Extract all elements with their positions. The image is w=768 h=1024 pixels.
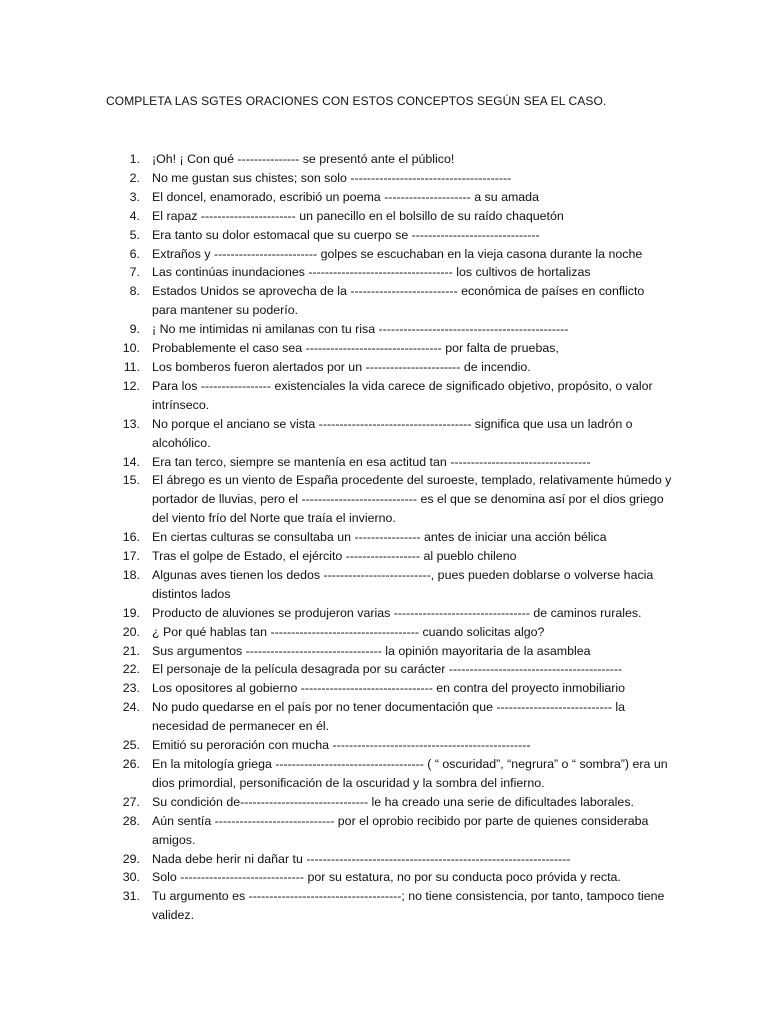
item-sentence: En la mitología griega ------------------------------------ ( “ oscuridad”, “negrura” o “ sombra”) era un dios primordial, personificación de la oscuridad y la sombra del infierno. xyxy=(152,757,668,790)
exercise-item xyxy=(112,320,672,339)
item-number: 24. xyxy=(122,700,140,715)
exercise-item xyxy=(112,528,672,547)
exercise-item xyxy=(112,736,672,755)
item-sentence: Era tan terco, siempre se mantenía en esa actitud tan ---------------------------------- xyxy=(152,454,591,469)
item-number: 12. xyxy=(122,378,140,393)
item-number: 15. xyxy=(122,473,140,488)
item-sentence: Nada debe herir ni dañar tu ---------------------------------------------------------------- xyxy=(152,851,571,866)
exercise-item xyxy=(112,358,672,377)
exercise-item xyxy=(112,660,672,679)
exercise-item xyxy=(112,868,672,887)
item-number: 28. xyxy=(122,813,140,828)
item-sentence: Producto de aluviones se produjeron varias --------------------------------- de caminos rurales. xyxy=(152,605,642,620)
item-sentence: Algunas aves tienen los dedos --------------------------, pues pueden doblarse o volverse hacia distintos lados xyxy=(152,567,654,601)
item-sentence: El ábrego es un viento de España procedente del suroeste, templado, relativamente húmedo y portador de lluvias, pero el ---------------------------- es el que se denomina así por el dios griego del viento frío del Norte que traía el invierno. xyxy=(152,473,672,526)
item-sentence: Extraños y ------------------------- golpes se escuchaban en la vieja casona durante la noche xyxy=(152,246,643,261)
exercise-item xyxy=(112,698,672,736)
item-number: 20. xyxy=(122,624,140,639)
exercise-item xyxy=(112,282,672,320)
item-number: 4. xyxy=(129,208,140,223)
item-number: 1. xyxy=(129,152,140,166)
item-sentence: Los opositores al gobierno -------------------------------- en contra del proyecto inmobiliario xyxy=(152,681,625,696)
item-number: 25. xyxy=(122,738,140,753)
item-number: 17. xyxy=(122,549,140,564)
exercise-item xyxy=(112,207,672,226)
exercise-item xyxy=(112,245,672,264)
exercise-item xyxy=(112,150,672,169)
exercise-list xyxy=(112,150,672,925)
exercise-item xyxy=(112,453,672,472)
exercise-item xyxy=(112,850,672,869)
item-number: 18. xyxy=(122,567,140,582)
item-sentence: No me gustan sus chistes; son solo --------------------------------------- xyxy=(152,170,512,185)
exercise-item xyxy=(112,679,672,698)
item-sentence: El personaje de la película desagrada por su carácter ------------------------------------------ xyxy=(152,662,623,677)
item-number: 11. xyxy=(123,359,140,374)
exercise-item xyxy=(112,169,672,188)
exercise-item xyxy=(112,755,672,793)
exercise-item xyxy=(112,377,672,415)
item-number: 2. xyxy=(129,170,140,185)
exercise-item xyxy=(112,547,672,566)
item-number: 7. xyxy=(129,265,140,280)
item-sentence: Los bomberos fueron alertados por un ----------------------- de incendio. xyxy=(152,359,531,374)
item-number: 5. xyxy=(129,227,140,242)
item-number: 19. xyxy=(122,605,140,620)
item-sentence: Para los ----------------- existenciales la vida carece de significado objetivo, propósito, o valor intrínseco. xyxy=(152,378,653,412)
exercise-item xyxy=(112,226,672,245)
item-number: 6. xyxy=(129,246,140,261)
item-sentence: Las continúas inundaciones ----------------------------------- los cultivos de hortalizas xyxy=(152,265,591,280)
item-sentence: ¿ Por qué hablas tan ------------------------------------ cuando solicitas algo? xyxy=(152,624,545,639)
exercise-item xyxy=(112,188,672,207)
exercise-item xyxy=(112,604,672,623)
item-sentence: Tu argumento es -------------------------------------; no tiene consistencia, por tanto, tampoco tiene validez. xyxy=(152,889,665,923)
item-number: 21. xyxy=(122,643,140,658)
item-sentence: Tras el golpe de Estado, el ejército ------------------ al pueblo chileno xyxy=(152,549,517,564)
item-number: 26. xyxy=(122,757,140,771)
exercise-item xyxy=(112,812,672,850)
item-number: 8. xyxy=(129,284,140,299)
item-number: 3. xyxy=(129,189,140,204)
item-number: 13. xyxy=(122,416,140,431)
item-sentence: Era tanto su dolor estomacal que su cuerpo se ------------------------------- xyxy=(152,227,540,242)
item-number: 31. xyxy=(122,889,140,904)
exercise-item xyxy=(112,623,672,642)
item-sentence: No pudo quedarse en el país por no tener documentación que ---------------------------- la necesidad de permanecer en él. xyxy=(152,700,626,734)
item-number: 16. xyxy=(122,530,140,545)
item-sentence: El rapaz ----------------------- un panecillo en el bolsillo de su raído chaquetón xyxy=(152,208,564,223)
item-sentence: Estados Unidos se aprovecha de la -------------------------- económica de países en conflicto para mantener su poderío. xyxy=(152,284,645,318)
exercise-item xyxy=(112,339,672,358)
exercise-item xyxy=(112,887,672,925)
item-number: 22. xyxy=(122,662,140,677)
item-sentence: En ciertas culturas se consultaba un ---------------- antes de iniciar una acción bélica xyxy=(152,530,607,545)
exercise-item xyxy=(112,642,672,661)
item-sentence: ¡Oh! ¡ Con qué --------------- se presentó ante el público! xyxy=(152,152,455,166)
item-sentence: Sus argumentos --------------------------------- la opinión mayoritaria de la asamblea xyxy=(152,643,591,658)
item-number: 29. xyxy=(122,851,140,866)
item-number: 23. xyxy=(122,681,140,696)
item-number: 10. xyxy=(122,341,140,356)
item-number: 14. xyxy=(122,454,140,469)
item-sentence: ¡ No me intimidas ni amilanas con tu risa ---------------------------------------------- xyxy=(152,322,569,337)
document-title: COMPLETA LAS SGTES ORACIONES CON ESTOS CONCEPTOS SEGÚN SEA EL CASO. xyxy=(106,94,607,108)
item-sentence: Probablemente el caso sea --------------------------------- por falta de pruebas, xyxy=(152,341,559,356)
exercise-item xyxy=(112,263,672,282)
exercise-item xyxy=(112,471,672,528)
item-sentence: No porque el anciano se vista ------------------------------------- significa que usa un ladrón o alcohólico. xyxy=(152,416,633,450)
exercise-item xyxy=(112,793,672,812)
item-sentence: Su condición de------------------------------- le ha creado una serie de dificultades laborales. xyxy=(152,794,634,809)
exercise-item xyxy=(112,566,672,604)
item-sentence: Aún sentía ----------------------------- por el oprobio recibido por parte de quienes consideraba amigos. xyxy=(152,813,649,847)
item-sentence: Solo ------------------------------ por su estatura, no por su conducta poco próvida y recta. xyxy=(152,870,621,885)
item-sentence: El doncel, enamorado, escribió un poema --------------------- a su amada xyxy=(152,189,539,204)
item-sentence: Emitió su peroración con mucha ------------------------------------------------ xyxy=(152,738,531,753)
exercise-item xyxy=(112,415,672,453)
item-number: 27. xyxy=(122,794,140,809)
item-number: 9. xyxy=(129,322,140,337)
item-number: 30. xyxy=(122,870,140,885)
